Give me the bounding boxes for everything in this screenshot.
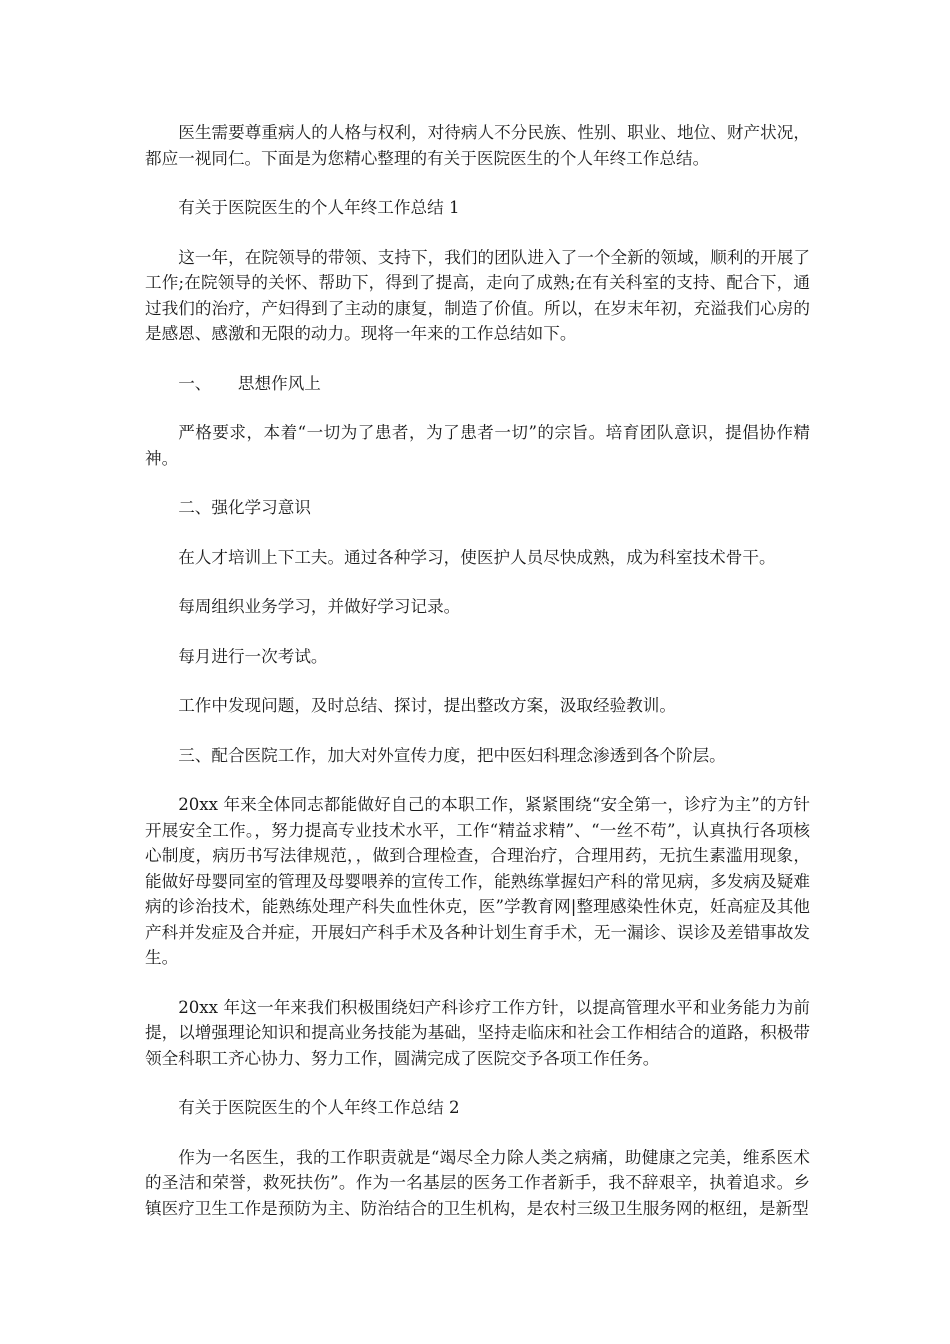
intro-paragraph: 医生需要尊重病人的人格与权利，对待病人不分民族、性别、职业、地位、财产状况，都应一视同仁。下面是为您精心整理的有关于医院医生的个人年终工作总结。 <box>145 123 810 168</box>
body-paragraph-6: 工作中发现问题，及时总结、探讨，提出整改方案，汲取经验教训。 <box>178 696 676 715</box>
body-paragraph-2: 严格要求，本着“一切为了患者，为了患者一切”的宗旨。培育团队意识，提倡协作精神。 <box>145 423 810 468</box>
section-heading-1 <box>145 371 810 397</box>
section-heading-2: 二、强化学习意识 <box>178 498 311 517</box>
body-paragraph-9: 作为一名医生，我的工作职责就是“竭尽全力除人类之病痛，助健康之完美，维系医术的圣洁和荣誉，救死扶伤”。作为一名基层的医务工作者新手，我不辞艰辛，执着追求。乡镇医疗卫生工作是预防为主、防治结合的卫生机构，是农村三级卫生服务网的枢纽，是新型 <box>145 1147 810 1218</box>
body-paragraph-8: 20xx 年这一年来我们积极围绕妇产科诊疗工作方针，以提高管理水平和业务能力为前提，以增强理论知识和提高业务技能为基础，坚持走临床和社会工作相结合的道路，积极带领全科职工齐心协力、努力工作，圆满完成了医院交予各项工作任务。 <box>145 997 810 1068</box>
summary-title-2: 有关于医院医生的个人年终工作总结 2 <box>178 1098 460 1117</box>
body-paragraph-3: 在人才培训上下工夫。通过各种学习，使医护人员尽快成熟，成为科室技术骨干。 <box>178 547 776 567</box>
section-heading-1-number: 一、 <box>178 373 212 393</box>
document-page <box>145 120 810 1245</box>
body-paragraph-5: 每月进行一次考试。 <box>178 646 328 666</box>
body-paragraph-7: 20xx 年来全体同志都能做好自己的本职工作，紧紧围绕“安全第一，诊疗为主”的方针开展安全工作。，努力提高专业技术水平，工作“精益求精”、“一丝不苟”，认真执行各项核心制度，病历书写法律规范，，做到合理检查，合理治疗，合理用药，无抗生素滥用现象，能做好母婴同室的管理及母婴喂养的宣传工作，能熟练掌握妇产科的常见病，多发病及疑难病的诊治技术，能熟练处理产科失血性休克，医”学教育网|整理感染性休克，妊高症及其他产科并发症及合并症，开展妇产科手术及各种计划生育手术，无一漏诊、误诊及差错事故发生。 <box>145 795 810 967</box>
body-paragraph-1: 这一年，在院领导的带领、支持下，我们的团队进入了一个全新的领域，顺利的开展了工作;在院领导的关怀、帮助下，得到了提高，走向了成熟;在有关科室的支持、配合下，通过我们的治疗，产妇得到了主动的康复，制造了价值。所以，在岁末年初，充溢我们心房的是感恩、感激和无限的动力。现将一年来的工作总结如下。 <box>145 247 810 343</box>
section-heading-3: 三、配合医院工作，加大对外宣传力度，把中医妇科理念渗透到各个阶层。 <box>178 745 726 765</box>
section-heading-1-title: 思想作风上 <box>237 373 321 393</box>
body-paragraph-4: 每周组织业务学习，并做好学习记录。 <box>178 597 461 616</box>
summary-title-1: 有关于医院医生的个人年终工作总结 1 <box>178 198 460 217</box>
